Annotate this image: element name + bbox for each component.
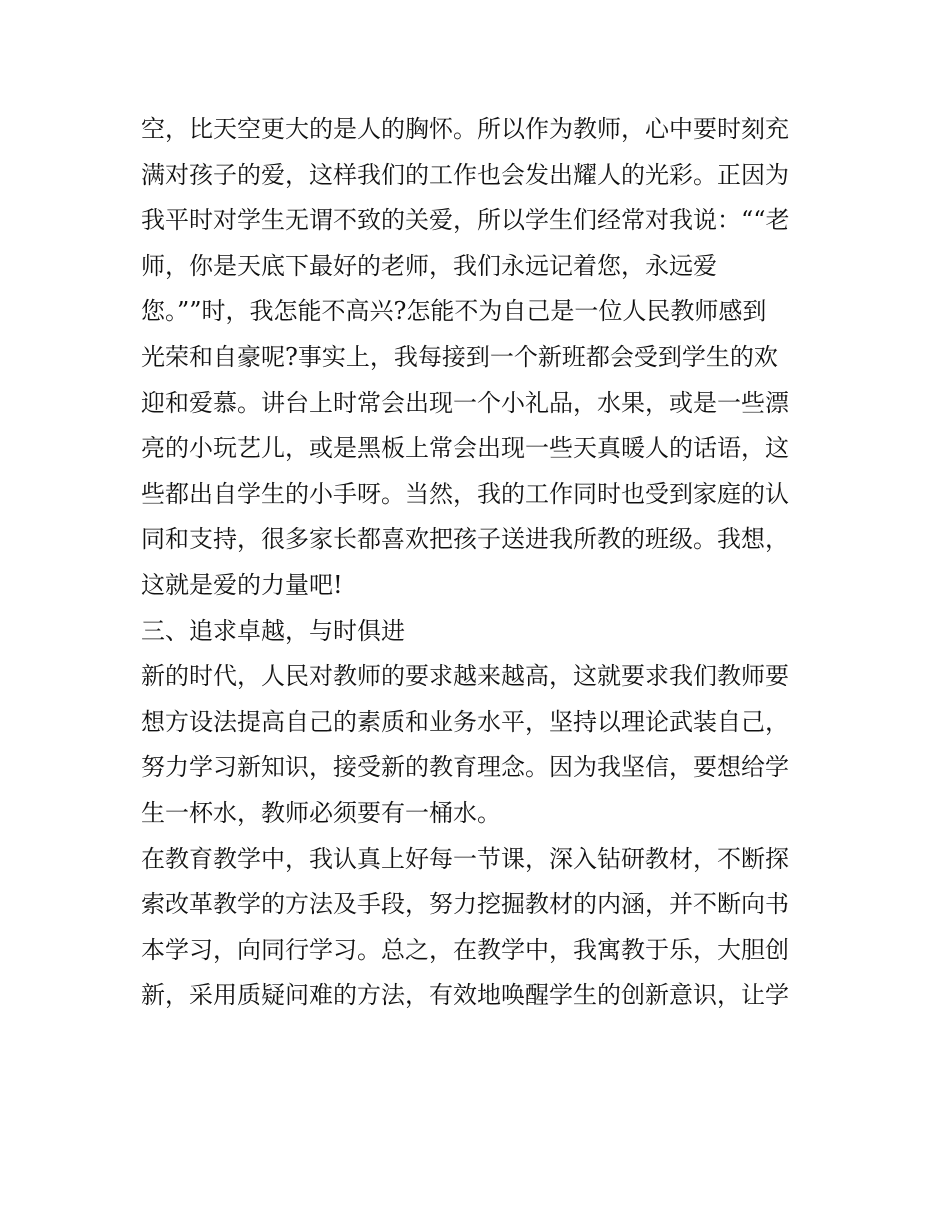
text-line: 努力学习新知识，接受新的教育理念。因为我坚信，要想给学 [141,753,789,782]
body-text [141,107,821,1019]
text-line: 新的时代，人民对教师的要求越来越高，这就要求我们教师要 [141,662,789,691]
text-line: 本学习，向同行学习。总之，在教学中，我寓教于乐，大胆创 [141,935,789,964]
text-line: 满对孩子的爱，这样我们的工作也会发出耀人的光彩。正因为 [141,160,789,189]
text-line: 光荣和自豪呢?事实上，我每接到一个新班都会受到学生的欢 [141,342,778,371]
text-line: 生一杯水，教师必须要有一桶水。 [141,798,501,827]
text-line: 同和支持，很多家长都喜欢把孩子送进我所教的班级。我想， [141,525,789,554]
text-line: 索改革教学的方法及手段，努力挖掘教材的内涵，并不断向书 [141,890,789,919]
text-line: 我平时对学生无谓不致的关爱，所以学生们经常对我说：““老 [141,206,790,235]
text-line: 空，比天空更大的是人的胸怀。所以作为教师，心中要时刻充 [141,115,789,143]
text-line: 新，采用质疑问难的方法，有效地唤醒学生的创新意识，让学 [141,981,789,1010]
text-line: 在教育教学中，我认真上好每一节课，深入钻研教材，不断探 [141,844,789,873]
text-line: 这就是爱的力量吧! [141,570,343,599]
text-line: 想方设法提高自己的素质和业务水平，坚持以理论武装自己， [141,707,789,736]
text-line: 迎和爱慕。讲台上时常会出现一个小礼品，水果，或是一些漂 [141,388,789,417]
text-line: 亮的小玩艺儿，或是黑板上常会出现一些天真暖人的话语，这 [141,434,789,463]
text-line: 您。””时，我怎能不高兴?怎能不为自己是一位人民教师感到 [141,297,767,326]
text-line: 些都出自学生的小手呀。当然，我的工作同时也受到家庭的认 [141,479,789,508]
section-heading: 三、追求卓越，与时俱进 [141,616,405,645]
text-line: 师，你是天底下最好的老师，我们永远记着您，永远爱 [141,251,717,280]
